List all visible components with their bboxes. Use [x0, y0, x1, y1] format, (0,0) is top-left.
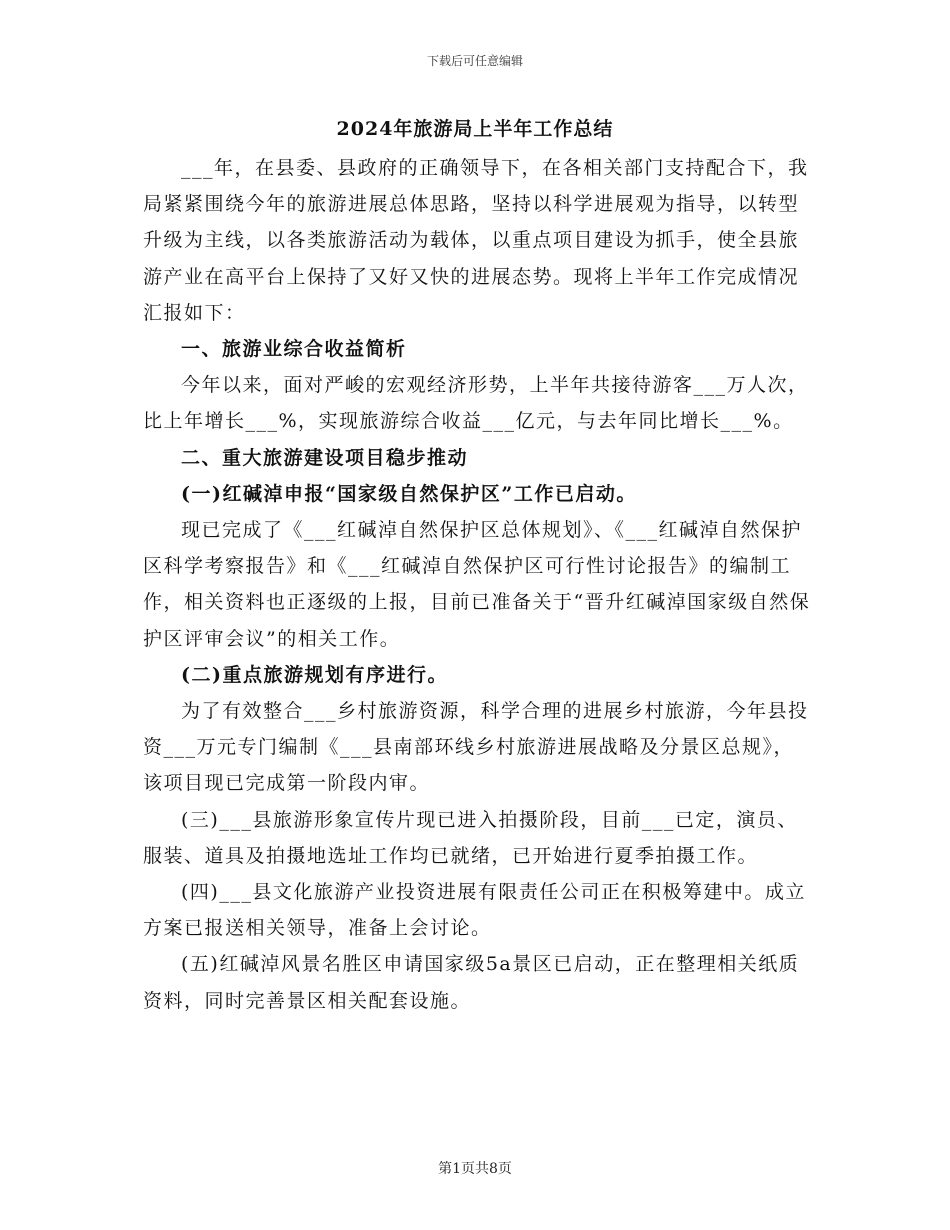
subsection-heading-2: (二)重点旅游规划有序进行。 [181, 663, 448, 686]
investment-company-paragraph: (四)___县文化旅游产业投资进展有限责任公司正在积极筹建中。成立方案已报送相关领导，准备上会讨论。 [143, 881, 806, 940]
reserve-paragraph: 现已完成了《___红碱淖自然保护区总体规划》、《___红碱淖自然保护区科学考察报告》和《___红碱淖自然保护区可行性讨论报告》的编制工作，相关资料也正逐级的上报，目前已准备关于“晋升红碱淖国家级自然保护区评审会议”的相关工作。 [143, 519, 811, 650]
scenic-area-paragraph: (五)红碱淖风景名胜区申请国家级5a景区已启动，正在整理相关纸质资料，同时完善景区相关配套设施。 [143, 953, 800, 1012]
section-heading-2: 二、重大旅游建设项目稳步推动 [181, 446, 469, 469]
document-title: 2024年旅游局上半年工作总结 [336, 118, 614, 140]
revenue-paragraph: 今年以来，面对严峻的宏观经济形势，上半年共接待游客___万人次，比上年增长___%，实现旅游综合收益___亿元，与去年同比增长___%。 [143, 374, 809, 433]
page-footer: 第1页共8页 [438, 1161, 512, 1177]
document-body [143, 150, 811, 1019]
section-heading-1: 一、旅游业综合收益简析 [181, 338, 407, 361]
promo-film-paragraph: (三)___县旅游形象宣传片现已进入拍摄阶段，目前___已定，演员、服装、道具及拍摄地选址工作均已就绪，已开始进行夏季拍摄工作。 [143, 808, 798, 867]
page-header: 下载后可任意编辑 [426, 54, 523, 68]
subsection-heading-1: (一)红碱淖申报“国家级自然保护区”工作已启动。 [181, 482, 637, 505]
planning-paragraph: 为了有效整合___乡村旅游资源，科学合理的进展乡村旅游，今年县投资___万元专门编制《___县南部环线乡村旅游进展战略及分景区总规》，该项目现已完成第一阶段内审。 [143, 700, 809, 795]
intro-paragraph: ___年，在县委、县政府的正确领导下，在各相关部门支持配合下，我局紧紧围绕今年的旅游进展总体思路，坚持以科学进展观为指导，以转型升级为主线，以各类旅游活动为载体，以重点项目建设为抓手，使全县旅游产业在高平台上保持了又好又快的进展态势。现将上半年工作完成情况汇报如下： [143, 157, 809, 324]
